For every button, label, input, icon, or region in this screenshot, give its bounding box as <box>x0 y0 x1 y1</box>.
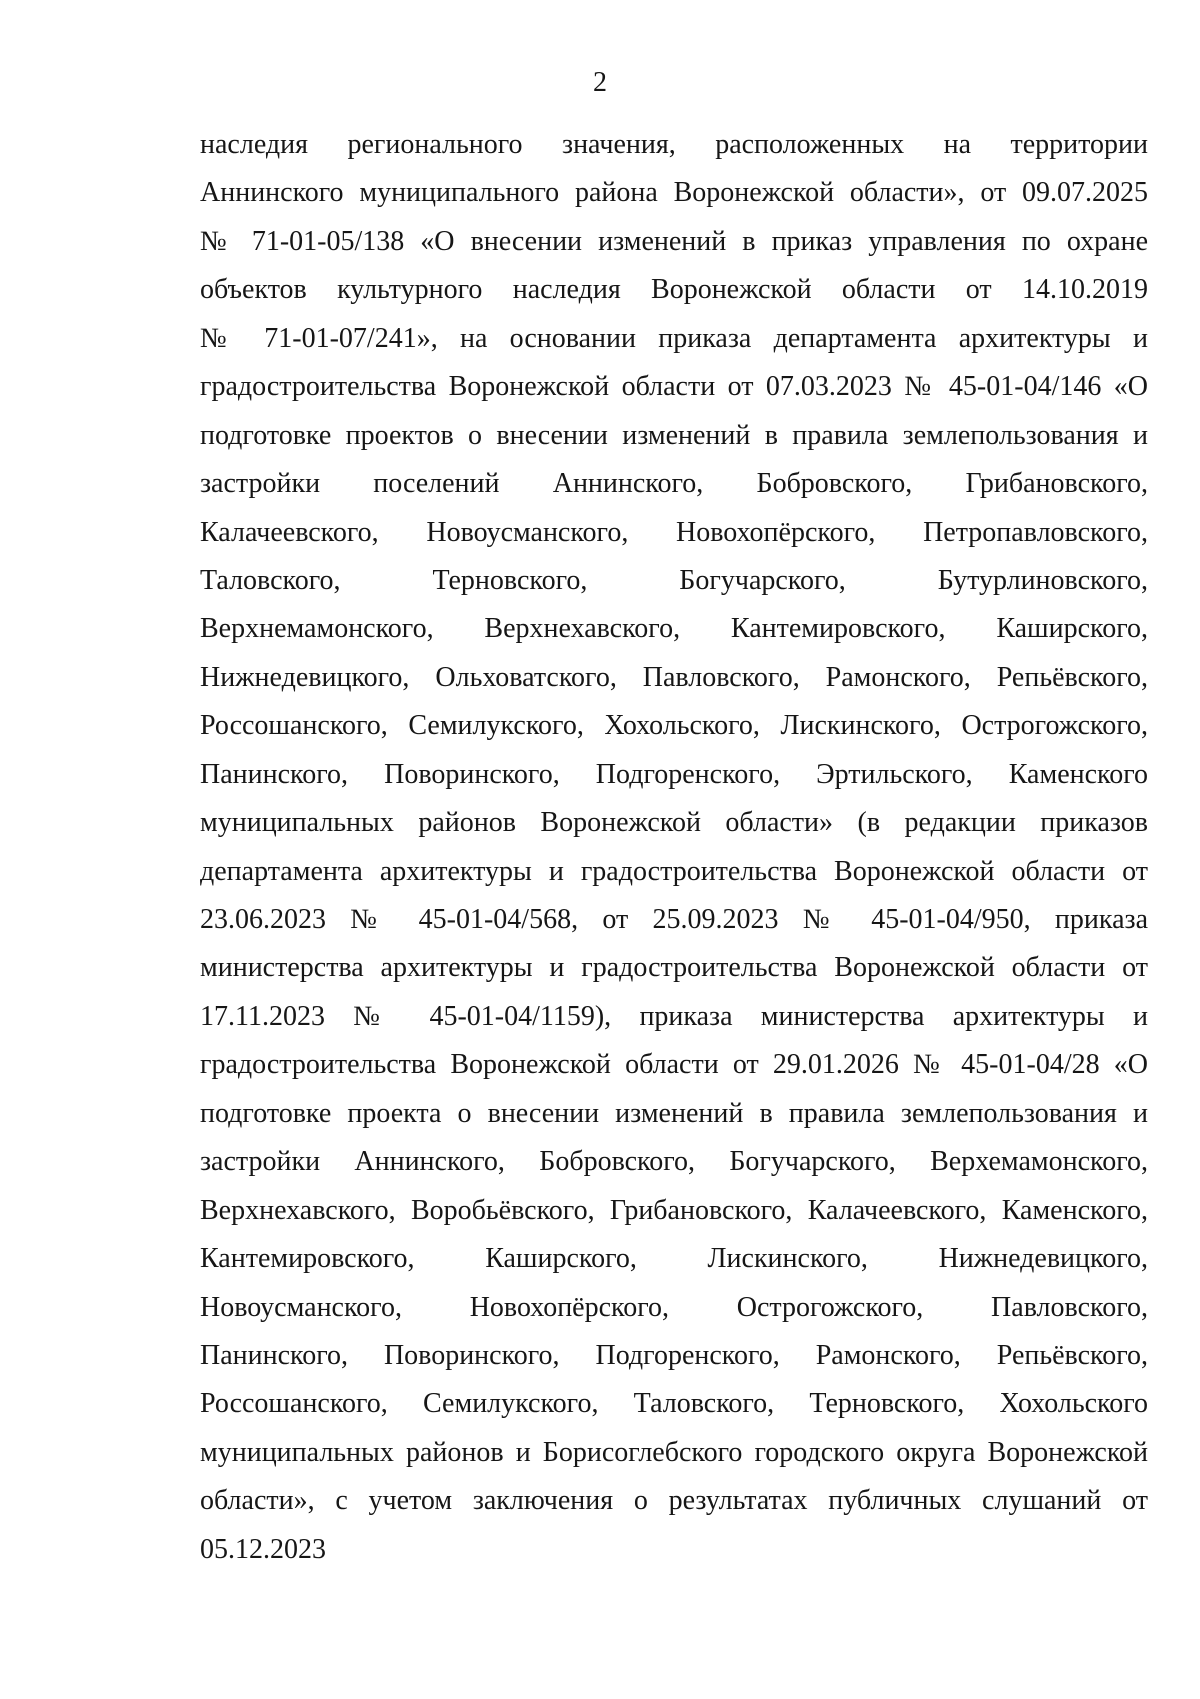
text-line-11: Верхнемамонского, Верхнехавского, Кантемировского, Каширского, <box>200 613 1148 645</box>
text-line-27: Россошанского, Семилукского, Таловского, Терновского, Хохольского <box>200 1388 1148 1420</box>
text-line-12: Нижнедевицкого, Ольховатского, Павловского, Рамонского, Репьёвского, <box>200 661 1148 693</box>
text-line-7: подготовке проектов о внесении изменений в правила землепользования и <box>200 419 1148 451</box>
text-line-1: наследия регионального значения, расположенных на территории <box>200 129 1148 160</box>
text-line-2: Аннинского муниципального района Воронежской области», от 09.07.2025 <box>200 177 1148 209</box>
text-line-5: № 71-01-07/241», на основании приказа департамента архитектуры и <box>200 322 1148 354</box>
text-line-28: муниципальных районов и Борисоглебского городского округа Воронежской <box>200 1436 1148 1468</box>
text-line-25: Новоусманского, Новохопёрского, Острогожского, Павловского, <box>200 1291 1148 1323</box>
text-line-14: Панинского, Поворинского, Подгоренского, Эртильского, Каменского <box>200 758 1148 790</box>
text-line-24: Кантемировского, Каширского, Лискинского, Нижнедевицкого, <box>200 1243 1148 1275</box>
text-line-26: Панинского, Поворинского, Подгоренского, Рамонского, Репьёвского, <box>200 1339 1148 1371</box>
text-line-18: министерства архитектуры и градостроительства Воронежской области от <box>200 952 1148 984</box>
text-line-23: Верхнехавского, Воробьёвского, Грибановского, Калачеевского, Каменского, <box>200 1194 1148 1226</box>
text-line-22: застройки Аннинского, Бобровского, Богучарского, Верхемамонского, <box>200 1146 1148 1178</box>
text-line-16: департамента архитектуры и градостроительства Воронежской области от <box>200 855 1148 887</box>
page-number: 2 <box>593 67 607 98</box>
text-line-17: 23.06.2023 № 45-01-04/568, от 25.09.2023 № 45-01-04/950, приказа <box>200 904 1148 935</box>
text-line-3: № 71-01-05/138 «О внесении изменений в приказ управления по охране <box>200 225 1148 257</box>
text-line-8: застройки поселений Аннинского, Бобровского, Грибановского, <box>200 468 1148 500</box>
text-line-19: 17.11.2023 № 45-01-04/1159), приказа министерства архитектуры и <box>200 1000 1148 1032</box>
text-line-4: объектов культурного наследия Воронежской области от 14.10.2019 <box>200 274 1148 306</box>
text-line-10: Таловского, Терновского, Богучарского, Бутурлиновского, <box>200 564 1148 596</box>
text-line-6: градостроительства Воронежской области от 07.03.2023 № 45-01-04/146 «О <box>200 371 1148 403</box>
text-line-21: подготовке проекта о внесении изменений в правила землепользования и <box>200 1097 1148 1129</box>
text-line-29: области», с учетом заключения о результатах публичных слушаний от <box>200 1485 1148 1517</box>
text-line-9: Калачеевского, Новоусманского, Новохопёрского, Петропавловского, <box>200 516 1148 548</box>
text-line-20: градостроительства Воронежской области от 29.01.2026 № 45-01-04/28 «О <box>200 1049 1148 1081</box>
text-line-15: муниципальных районов Воронежской области» (в редакции приказов <box>200 807 1148 839</box>
text-line-30: 05.12.2023 <box>200 1533 326 1565</box>
document-body-text <box>200 121 1148 1574</box>
text-line-13: Россошанского, Семилукского, Хохольского, Лискинского, Острогожского, <box>200 710 1148 742</box>
